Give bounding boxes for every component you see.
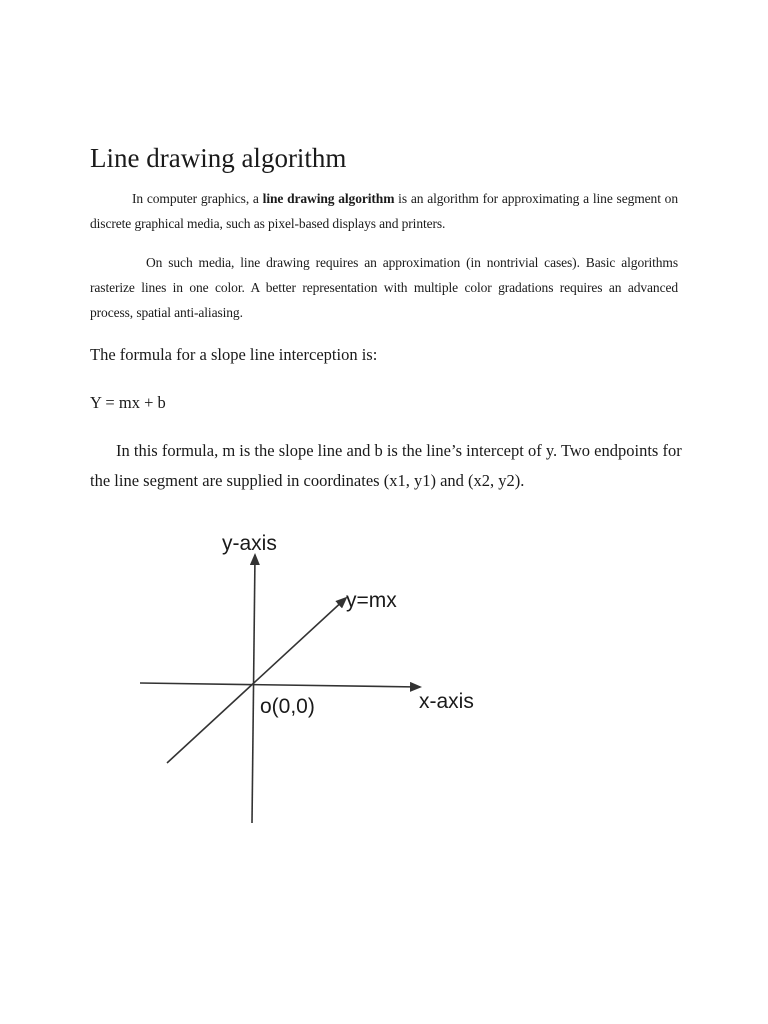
line-equation-label: y=mx — [346, 589, 397, 612]
approximation-paragraph: On such media, line drawing requires an approximation (in nontrivial cases). Basic algorithms rasterize lines in one color. A better representation with multiple color gradations requires an advanced process, spatial anti-aliasing. — [90, 255, 678, 320]
formula-intro: The formula for a slope line interception is: — [90, 345, 378, 364]
intro-bold-term: line drawing algorithm — [262, 191, 395, 206]
x-axis-label: x-axis — [419, 690, 474, 713]
x-axis-line — [140, 683, 420, 687]
formula-explanation-paragraph: In this formula, m is the slope line and b is the line’s intercept of y. Two endpoints for the line segment are supplied in coordinates (x1, y1) and (x2, y2). — [90, 441, 682, 490]
intro-paragraph — [90, 186, 678, 236]
slope-line-diagram — [130, 520, 490, 830]
slope-line — [167, 598, 346, 763]
origin-label: o(0,0) — [260, 695, 315, 718]
page-title: Line drawing algorithm — [90, 143, 347, 173]
y-axis-label: y-axis — [222, 532, 277, 555]
intro-text-after: is an algorithm for approximating a line segment on discrete graphical media, such as pixel-based displays and printers. — [90, 191, 678, 231]
formula: Y = mx + b — [90, 393, 166, 412]
y-axis-line — [252, 555, 255, 823]
intro-text-before: In computer graphics, a — [132, 191, 263, 206]
